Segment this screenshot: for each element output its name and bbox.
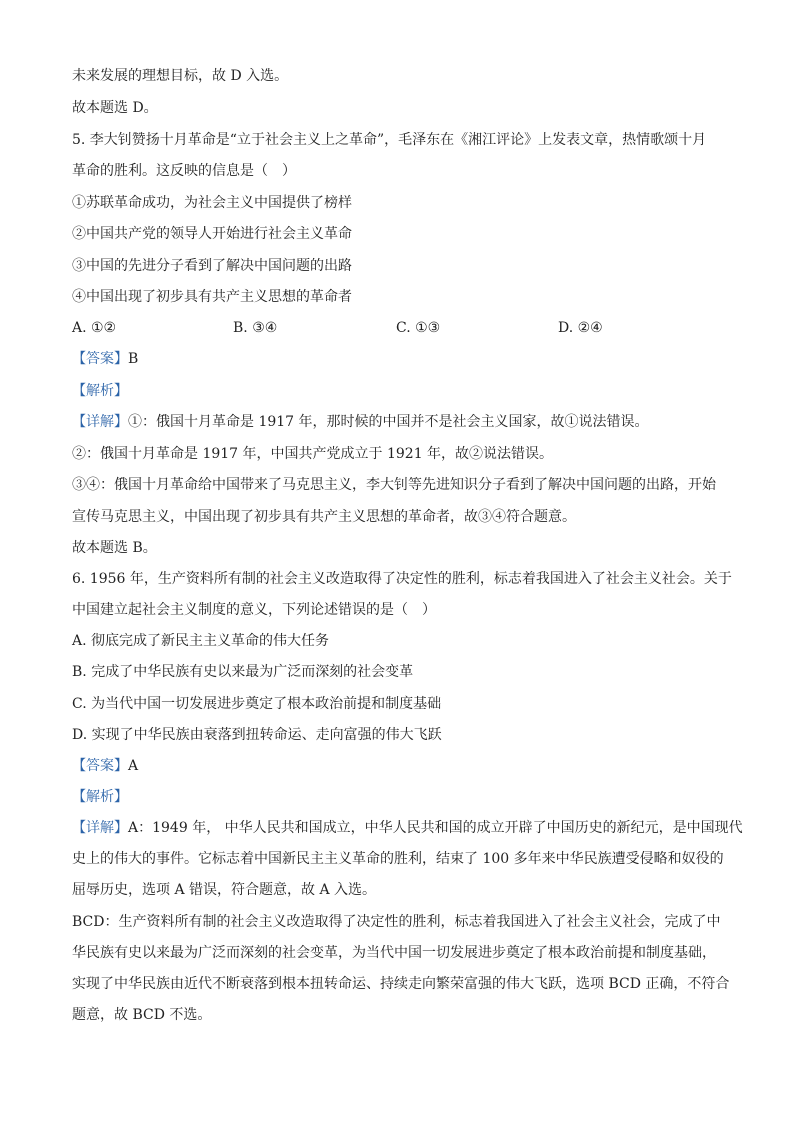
- q6-detail-3: 屈辱历史，选项 A 错误，符合题意，故 A 入选。: [72, 882, 377, 898]
- q6-option-a: A. 彻底完成了新民主主义革命的伟大任务: [72, 633, 330, 649]
- q5-detail-3: ③④：俄国十月革命给中国带来了马克思主义，李大钊等先进知识分子看到了解决中国问题的出路，开始: [72, 477, 716, 493]
- q6-detail-7: 题意，故 BCD 不选。: [72, 1007, 212, 1023]
- q5-detail-4: 宣传马克思主义，中国出现了初步具有共产主义思想的革命者，故③④符合题意。: [72, 509, 576, 525]
- q5-answer: [72, 349, 138, 369]
- q6-detail-2: 史上的伟大的事件。它标志着中国新民主主义革命的胜利，结束了 100 多年来中华民族遭受侵略和奴役的: [72, 851, 724, 867]
- q6-answer-label: 【答案】: [72, 758, 128, 774]
- q5-item-2: ②中国共产党的领导人开始进行社会主义革命: [72, 226, 352, 242]
- q6-option-c: C. 为当代中国一切发展进步奠定了根本政治前提和制度基础: [72, 696, 442, 712]
- intro-line-2: 故本题选 D。: [72, 100, 158, 116]
- q5-option-d: D. ②④: [558, 320, 603, 336]
- q6-option-d: D. 实现了中华民族由衰落到扭转命运、走向富强的伟大飞跃: [72, 727, 442, 743]
- q5-stem-line-1: 5. 李大钊赞扬十月革命是“立于社会主义上之革命”，毛泽东在《湘江评论》上发表文章，热情歌颂十月: [72, 132, 707, 148]
- q5-detail-label: 【详解】: [72, 414, 128, 430]
- q6-detail-4: BCD：生产资料所有制的社会主义改造取得了决定性的胜利，标志着我国进入了社会主义社会，完成了中: [72, 914, 721, 930]
- q6-detail-1: [72, 818, 743, 838]
- q6-detail-5: 华民族有史以来最为广泛而深刻的社会变革，为当代中国一切发展进步奠定了根本政治前提和制度基础，: [72, 945, 716, 961]
- q5-item-1: ①苏联革命成功，为社会主义中国提供了榜样: [72, 195, 352, 211]
- q5-answer-value: B: [128, 351, 139, 367]
- q6-detail-label: 【详解】: [72, 820, 128, 836]
- q5-detail-2: ②：俄国十月革命是 1917 年，中国共产党成立于 1921 年，故②说法错误。: [72, 446, 554, 462]
- q5-stem-line-2: 革命的胜利。这反映的信息是（ ）: [72, 163, 296, 179]
- q5-option-a: A. ①②: [72, 320, 117, 336]
- q6-analysis-label: 【解析】: [72, 789, 128, 805]
- q6-answer: [72, 756, 138, 776]
- intro-line-1: 未来发展的理想目标，故 D 入选。: [72, 68, 289, 84]
- q5-item-3: ③中国的先进分子看到了解决中国问题的出路: [72, 258, 352, 274]
- q6-option-b: B. 完成了中华民族有史以来最为广泛而深刻的社会变革: [72, 664, 414, 680]
- q6-stem-line-1: 6. 1956 年，生产资料所有制的社会主义改造取得了决定性的胜利，标志着我国进入了社会主义社会。关于: [72, 571, 732, 587]
- q5-answer-label: 【答案】: [72, 351, 128, 367]
- q5-detail-1-text: ①：俄国十月革命是 1917 年，那时候的中国并不是社会主义国家，故①说法错误。: [128, 414, 649, 430]
- q6-stem-line-2: 中国建立起社会主义制度的意义，下列论述错误的是（ ）: [72, 602, 436, 618]
- q5-detail-1: [72, 412, 649, 432]
- q5-option-b: B. ③④: [233, 320, 278, 336]
- q5-option-c: C. ①③: [396, 320, 441, 336]
- q5-conclusion: 故本题选 B。: [72, 540, 157, 556]
- q6-detail-1-text: A：1949 年， 中华人民共和国成立，中华人民共和国的成立开辟了中国历史的新纪元，是中国现代: [128, 820, 743, 836]
- q6-answer-value: A: [128, 758, 139, 774]
- q5-item-4: ④中国出现了初步具有共产主义思想的革命者: [72, 289, 352, 305]
- q5-analysis-label: 【解析】: [72, 383, 128, 399]
- q6-detail-6: 实现了中华民族由近代不断衰落到根本扭转命运、持续走向繁荣富强的伟大飞跃，选项 BCD 正确，不符合: [72, 976, 730, 992]
